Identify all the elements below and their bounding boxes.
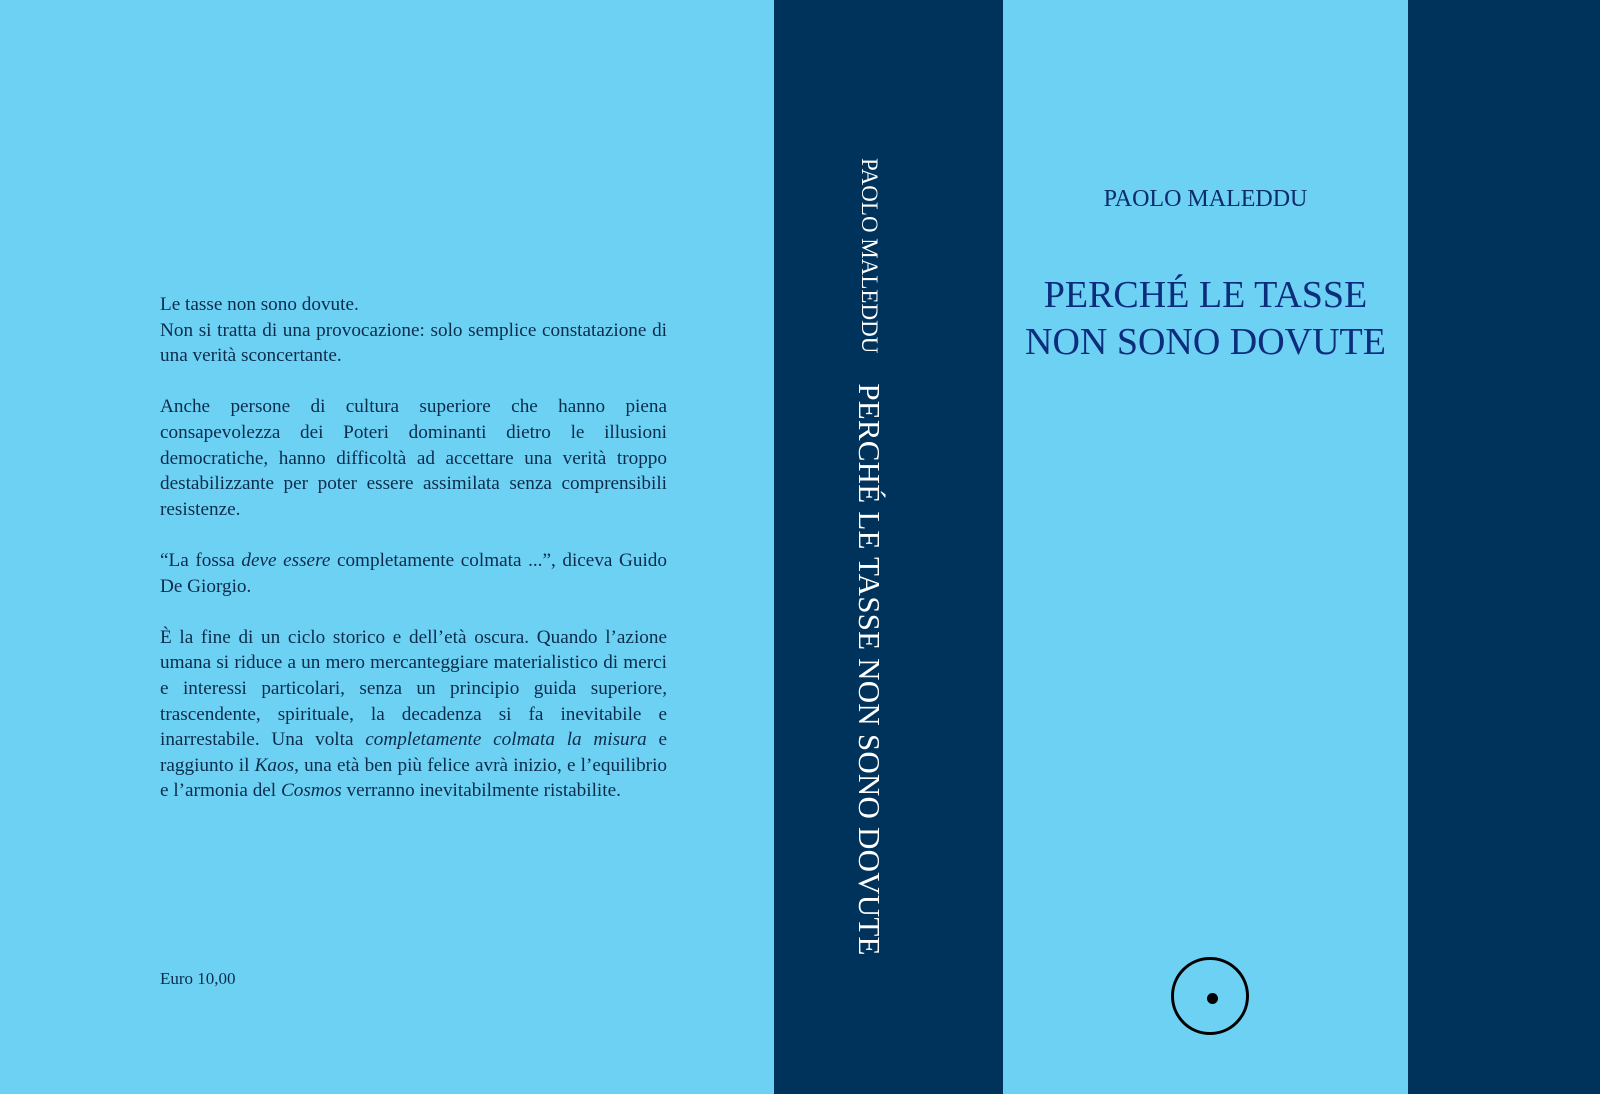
blurb-paragraph-2: Anche persone di cultura superiore che hanno piena consapevolezza dei Poteri dominanti dietro le illusioni democratiche, hanno difficoltà ad accettare una verità troppo destabilizzante per poter essere assimilata senza comprensibili resistenze. [160, 396, 667, 520]
back-cover-blurb [160, 292, 667, 829]
blurb-paragraph-4 [160, 625, 667, 804]
spine-text-rotated [834, 158, 904, 994]
front-title-line: PERCHÉ LE TASSE [1043, 274, 1368, 316]
blurb-line: Le tasse non sono dovute. [160, 294, 359, 315]
spine-title: PERCHÉ LE TASSE NON SONO DOVUTE [852, 383, 887, 956]
front-title [1003, 272, 1408, 366]
quote-open-text: “La fossa [160, 549, 242, 571]
back-cover [0, 0, 774, 1094]
front-title-line: NON SONO DOVUTE [1025, 321, 1386, 363]
spine-author: PAOLO MALEDDU [857, 158, 882, 354]
blurb-text: È la fine di un ciclo storico e dell’età oscura. Quando l’azione umana si riduce a un mero mercanteggiare materialistico di merci e interessi particolari, senza un principio guida superiore, trascendente, spirituale, la decadenza si fa inevitabile e inarrestabile. Una volta [160, 626, 667, 751]
blurb-text: verranno inevitabilmente ristabilite. [341, 780, 621, 802]
quote-emphasis: deve essere [241, 549, 331, 571]
blurb-emphasis: Kaos [254, 754, 295, 776]
front-cover [1003, 0, 1408, 1094]
blurb-emphasis: completamente colmata la misura [365, 729, 647, 751]
blurb-text: e raggiunto il [160, 729, 667, 776]
logo-center-dot [1207, 993, 1218, 1004]
book-spine [774, 0, 1003, 1094]
blurb-paragraph-3 [160, 548, 667, 599]
price-label: Euro 10,00 [160, 969, 236, 988]
blurb-line: Non si tratta di una provocazione: solo semplice constatazione di una verità sconcertante. [160, 319, 667, 367]
blurb-text: , una età ben più felice avrà inizio, e l’equilibrio e l’armonia del [160, 754, 667, 802]
front-flap-band [1408, 0, 1600, 1094]
blurb-emphasis: Cosmos [280, 780, 342, 802]
blurb-paragraph-1 [160, 292, 667, 369]
circle-dot-icon [1171, 957, 1249, 1035]
front-author: PAOLO MALEDDU [1103, 186, 1308, 212]
quote-close-text: completamente colmata ...”, diceva Guido De Giorgio. [160, 549, 667, 597]
